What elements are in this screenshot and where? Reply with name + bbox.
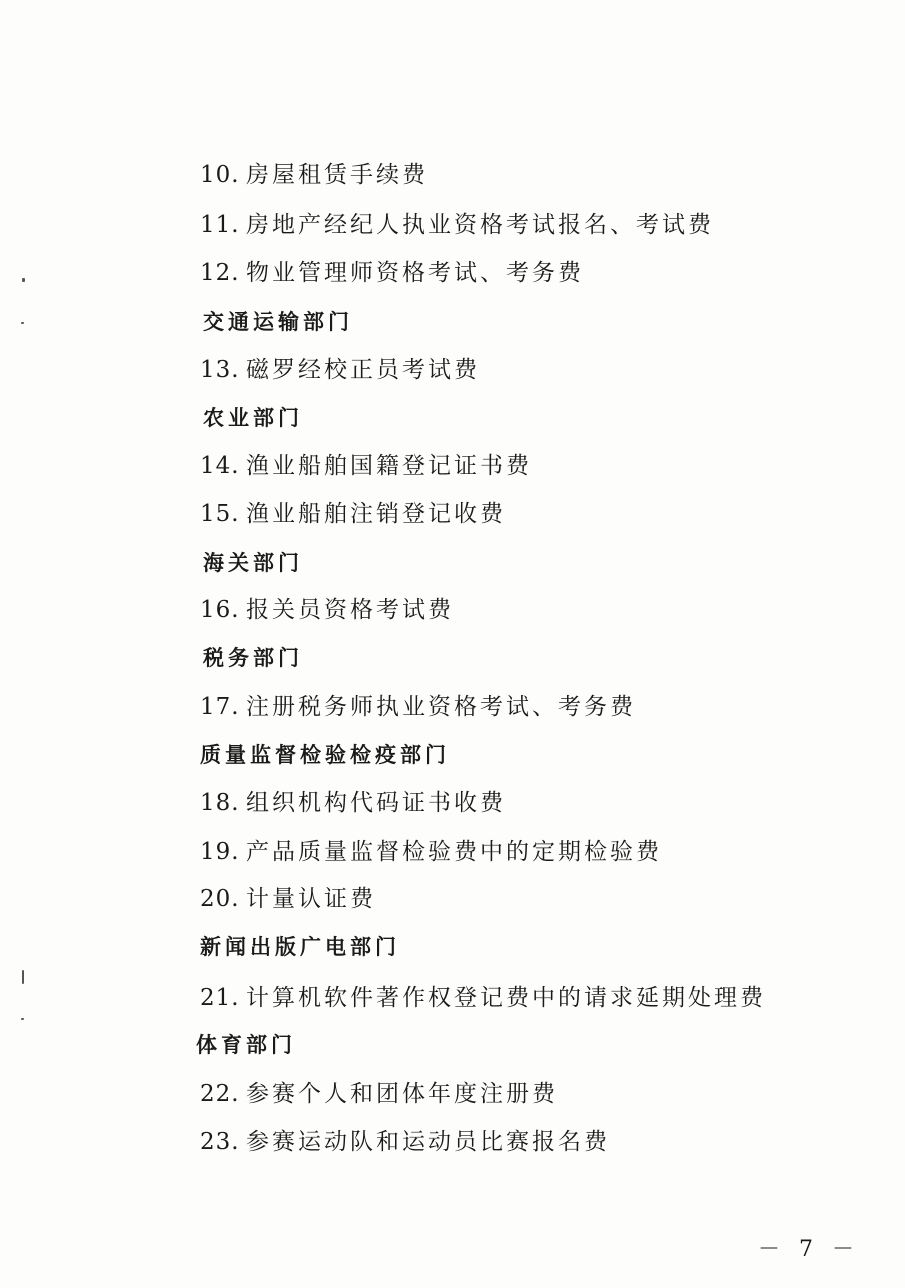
- item-number: 18.: [200, 790, 240, 816]
- item-text: 房屋租赁手续费: [246, 162, 428, 188]
- item-text: 磁罗经校正员考试费: [246, 357, 480, 383]
- fee-item-18: [200, 788, 506, 818]
- section-heading-press-publication: 新闻出版广电部门: [200, 935, 400, 959]
- section-heading-customs: 海关部门: [203, 551, 303, 575]
- item-text: 注册税务师执业资格考试、考务费: [246, 694, 636, 720]
- scan-speck: [22, 278, 25, 282]
- fee-item-11: [200, 210, 714, 240]
- item-number: 23.: [200, 1129, 240, 1155]
- fee-item-22: [200, 1079, 558, 1109]
- fee-item-10: [200, 160, 428, 190]
- item-number: 21.: [200, 985, 240, 1011]
- fee-item-16: [200, 595, 454, 625]
- fee-item-17: [200, 692, 636, 722]
- fee-item-20: [200, 884, 376, 914]
- item-number: 17.: [200, 694, 240, 720]
- scan-speck: [21, 1018, 24, 1020]
- item-number: 22.: [200, 1081, 240, 1107]
- item-text: 参赛个人和团体年度注册费: [246, 1081, 558, 1107]
- item-number: 15.: [200, 501, 240, 527]
- item-text: 渔业船舶国籍登记证书费: [246, 453, 532, 479]
- item-number: 16.: [200, 597, 240, 623]
- fee-item-23: [200, 1127, 610, 1157]
- page-number: － 7 －: [758, 1237, 860, 1262]
- item-text: 房地产经纪人执业资格考试报名、考试费: [246, 212, 714, 238]
- item-text: 参赛运动队和运动员比赛报名费: [246, 1129, 610, 1155]
- item-number: 13.: [200, 357, 240, 383]
- item-number: 12.: [200, 260, 240, 286]
- fee-item-12: [200, 258, 584, 288]
- item-text: 物业管理师资格考试、考务费: [246, 260, 584, 286]
- fee-item-14: [200, 451, 532, 481]
- section-heading-quality-inspection: 质量监督检验检疫部门: [200, 743, 450, 767]
- scan-speck: [21, 322, 24, 324]
- fee-item-19: [200, 837, 662, 867]
- fee-item-13: [200, 355, 480, 385]
- fee-item-21: [200, 983, 766, 1013]
- section-heading-transport: 交通运输部门: [203, 310, 353, 334]
- scan-speck: [22, 970, 24, 984]
- section-heading-agriculture: 农业部门: [203, 406, 303, 430]
- section-heading-sports: 体育部门: [196, 1033, 296, 1057]
- item-text: 渔业船舶注销登记收费: [246, 501, 506, 527]
- item-number: 19.: [200, 839, 240, 865]
- item-text: 计算机软件著作权登记费中的请求延期处理费: [246, 985, 766, 1011]
- item-text: 计量认证费: [246, 886, 376, 912]
- fee-item-15: [200, 499, 506, 529]
- item-text: 产品质量监督检验费中的定期检验费: [246, 839, 662, 865]
- item-number: 10.: [200, 162, 240, 188]
- item-text: 报关员资格考试费: [246, 597, 454, 623]
- item-number: 11.: [200, 212, 240, 238]
- section-heading-taxation: 税务部门: [203, 646, 303, 670]
- item-text: 组织机构代码证书收费: [246, 790, 506, 816]
- item-number: 20.: [200, 886, 240, 912]
- item-number: 14.: [200, 453, 240, 479]
